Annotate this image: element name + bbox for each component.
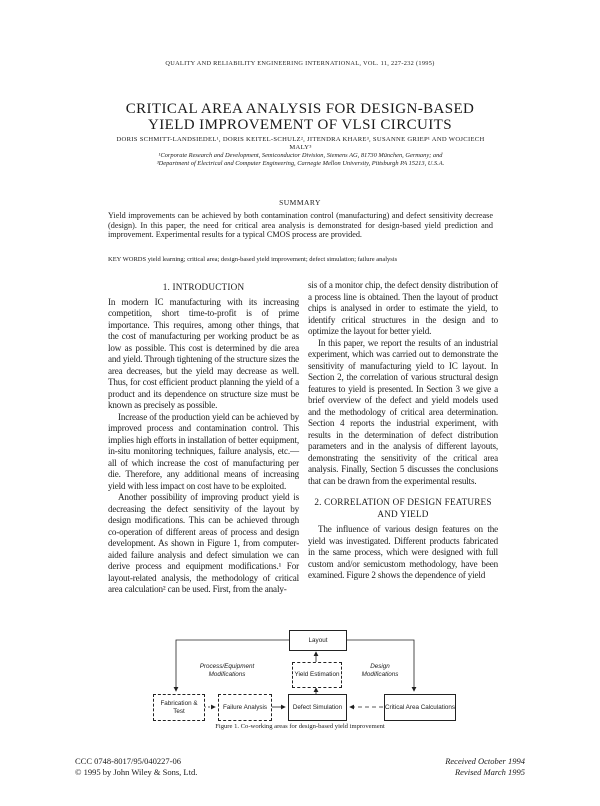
authors: DORIS SCHMITT-LANDSIEDEL¹, DORIS KEITEL-SCHULZ², JITENDRA KHARE³, SUSANNE GRIEP¹ AND WOJCIECH MALY³ [116, 136, 485, 151]
affiliation-1: ¹Corporate Research and Development, Semiconductor Division, Siemens AG, 81730 München, Germany; and [158, 152, 443, 159]
defect-simulation-box: Defect Simulation [288, 694, 347, 721]
critical-area-box: Critical Area Calculations [384, 694, 456, 721]
ccc-code: CCC 0748-8017/95/040227-06 [75, 756, 182, 766]
intro-paragraph-3: Another possibility of improving product yield is decreasing the defect sensitivity of the layout by design modifications. This can be achieved through co-operation of different areas of process and design development. As shown in Figure 1, from computer-aided failure analysis and defect simulation we can derive process and equipment modifications.¹ For layout-related analysis, the methodology of critical area calculation² can be used. First, from the analy- [108, 492, 299, 594]
received-date: Received October 1994 [445, 756, 525, 766]
failure-analysis-box: Failure Analysis [218, 694, 272, 721]
summary-heading: SUMMARY [279, 198, 321, 207]
journal-header: QUALITY AND RELIABILITY ENGINEERING INTERNATIONAL, VOL. 11, 227-232 (1995) [165, 60, 435, 67]
revised-date: Revised March 1995 [454, 766, 525, 777]
footer-right [445, 756, 525, 777]
title-line-1: CRITICAL AREA ANALYSIS FOR DESIGN-BASED [125, 101, 475, 117]
section2-paragraph-1: The influence of various design features on the yield was investigated. Different products fabricated in the same process, which were designed with full custom and/or semicustom methodology, have been examined. Figure 2 shows the dependence of yield [308, 524, 498, 580]
process-modifications-label: Process/Equipment Modifications [199, 663, 255, 678]
intro-heading: 1. INTRODUCTION [162, 282, 245, 292]
right-paragraph-1: sis of a monitor chip, the defect density distribution of a process line is obtained. Then the layout of product chips is analysed in order to estimate the yield, to identify critical structures in the design and to optimize the layout for better yield. [308, 280, 498, 336]
figure-caption: Figure 1. Co-working areas for design-based yield improvement [215, 723, 385, 730]
fabrication-test-box: Fabrication & Test [153, 694, 205, 721]
keywords: KEY WORDS yield learning; critical area; design-based yield improvement; defect simulation; failure analysis [108, 256, 398, 263]
title-line-2: YIELD IMPROVEMENT OF VLSI CIRCUITS [148, 117, 452, 133]
intro-paragraph-2: Increase of the production yield can be achieved by improved process and contamination control. This implies high efforts in installation of better equipment, in-situ monitoring techniques, failure analysis, etc.—all of which increase the cost of manufacturing per die. Therefore, any additional means of increasing yield with less impact on cost have to be exploited. [108, 411, 299, 491]
figure-1 [0, 6, 600, 806]
design-modifications-label: Design Modifications [361, 663, 399, 678]
intro-paragraph-1: In modern IC manufacturing with its increasing competition, short time-to-profit is of prime importance. This requires, among other things, that the cost of manufacturing per working product be as low as possible. This cost is determined by die area and yield. Through tightening of the structure sizes the area decreases, but the yield may decrease as well. Thus, for cost efficient product planning the yield of a product and its dependence on structure size must be known as precisely as possible. [108, 296, 299, 410]
yield-estimation-box: Yield Estimation [292, 662, 342, 688]
summary-text: Yield improvements can be achieved by both contamination control (manufacturing) and defect sensitivity decrease (design). In this paper, the need for critical area analysis is demonstrated for design-based yield prediction and improvement. Experimental results for a typical CMOS process are provided. [108, 211, 493, 240]
affiliation-2: ³Department of Electrical and Computer Engineering, Carnegie Mellon University, Pittsburgh PA 15213, U.S.A. [156, 160, 445, 167]
footer-left [75, 756, 197, 777]
copyright: © 1995 by John Wiley & Sons, Ltd. [75, 766, 198, 777]
section2-heading-1: 2. CORRELATION OF DESIGN FEATURES [314, 497, 492, 507]
section2-heading-2: AND YIELD [377, 508, 429, 519]
layout-box: Layout [289, 630, 347, 651]
right-paragraph-2: In this paper, we report the results of an industrial experiment, which was carried out to demonstrate the sensitivity of manufacturing yield to IC layout. In Section 2, the correlation of various structural design features to yield is presented. In Section 3 we give a brief overview of the defect and yield models used and the methodology of critical area determination. Section 4 reports the industrial experiment, with results in the determination of defect distribution parameters and in the analysis of different layouts, demonstrating the sensitivity of the critical area analysis. Finally, Section 5 discusses the conclusions that can be drawn from the experimental results. [308, 337, 498, 486]
